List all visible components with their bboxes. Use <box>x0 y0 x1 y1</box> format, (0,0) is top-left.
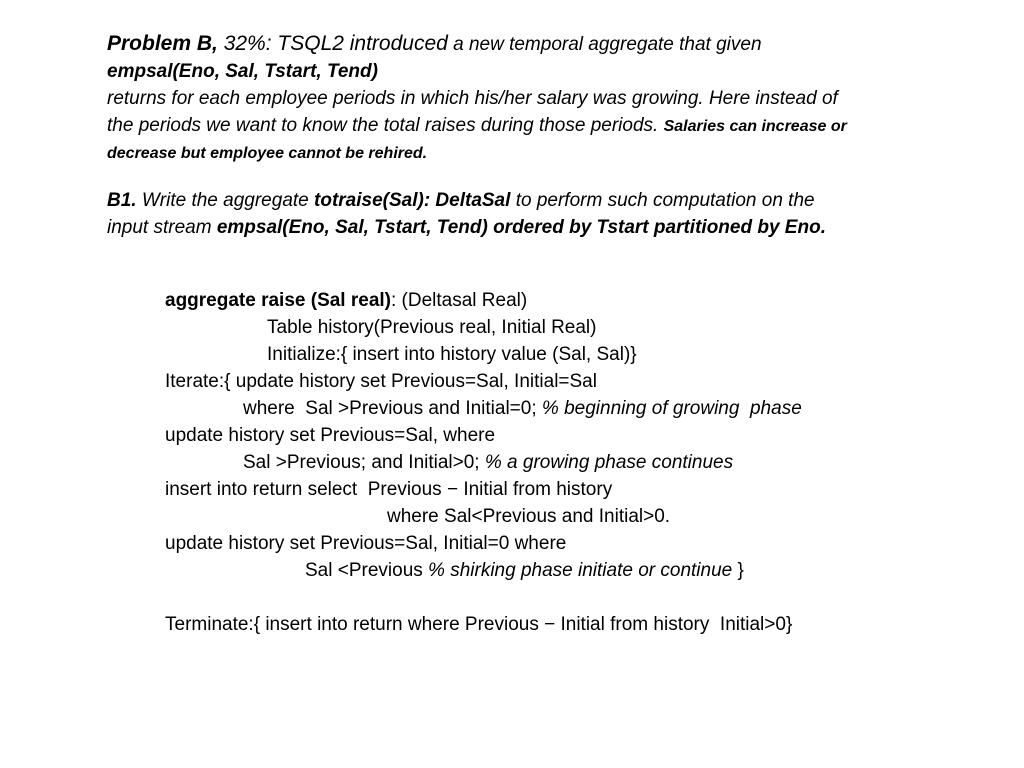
code-line-11 <box>165 557 945 584</box>
code-comment-1: % beginning of growing phase <box>541 398 802 419</box>
description-line-1: returns for each employee periods in which his/her salary was growing. Here instead of <box>107 88 838 109</box>
code-line-9: where Sal<Previous and Initial>0. <box>387 506 671 527</box>
question-line-1 <box>107 187 937 214</box>
code-line-11-text: Sal <Previous <box>305 560 429 581</box>
problem-title-tail: a new temporal aggregate that given <box>447 34 762 55</box>
description-line-2 <box>107 112 937 140</box>
relation-schema: empsal(Eno, Sal, Tstart, Tend) <box>107 61 378 82</box>
problem-title-rest: 32%: TSQL2 introduced <box>217 32 448 55</box>
aggregate-signature: totraise(Sal): DeltaSal <box>314 190 511 211</box>
problem-title: Problem B, <box>107 32 218 55</box>
input-stream: empsal(Eno, Sal, Tstart, Tend) ordered by Tstart partitioned by Eno. <box>216 217 826 238</box>
code-line-8: insert into return select Previous − Initial from history <box>165 479 613 500</box>
code-line-2: Table history(Previous real, Initial Real) <box>267 317 597 338</box>
question-text-1: Write the aggregate <box>136 190 315 211</box>
description-line-3: decrease but employee cannot be rehired. <box>107 145 428 162</box>
code-spacer <box>165 584 945 611</box>
code-line-3: Initialize:{ insert into history value (Sal, Sal)} <box>267 344 637 365</box>
code-line-1 <box>165 287 945 314</box>
question-text-3: input stream <box>107 217 217 238</box>
code-line-11-end: } <box>732 560 744 581</box>
aggregate-return: : (Deltasal Real) <box>391 290 528 311</box>
description-line-2-bold: Salaries can increase or <box>663 118 847 135</box>
problem-statement <box>107 30 937 241</box>
code-line-12: Terminate:{ insert into return where Previous − Initial from history Initial>0} <box>165 614 793 635</box>
code-line-6: update history set Previous=Sal, where <box>165 425 496 446</box>
code-comment-2: % a growing phase continues <box>484 452 734 473</box>
question-text-2: to perform such computation on the <box>510 190 815 211</box>
code-comment-3: % shirking phase initiate or continue <box>428 560 733 581</box>
code-block <box>165 287 945 638</box>
aggregate-header: aggregate raise (Sal real) <box>165 290 391 311</box>
code-line-10: update history set Previous=Sal, Initial=0 where <box>165 533 567 554</box>
code-line-4: Iterate:{ update history set Previous=Sal, Initial=Sal <box>165 371 597 392</box>
problem-title-line <box>107 30 937 58</box>
code-line-7-text: Sal >Previous; and Initial>0; <box>243 452 485 473</box>
code-line-5 <box>165 395 945 422</box>
question-line-2 <box>107 214 937 241</box>
description-line-2-text: the periods we want to know the total raises during those periods. <box>107 115 664 136</box>
code-line-5-text: where Sal >Previous and Initial=0; <box>243 398 542 419</box>
code-line-7 <box>165 449 945 476</box>
spacer <box>107 167 937 187</box>
question-label: B1. <box>107 190 137 211</box>
